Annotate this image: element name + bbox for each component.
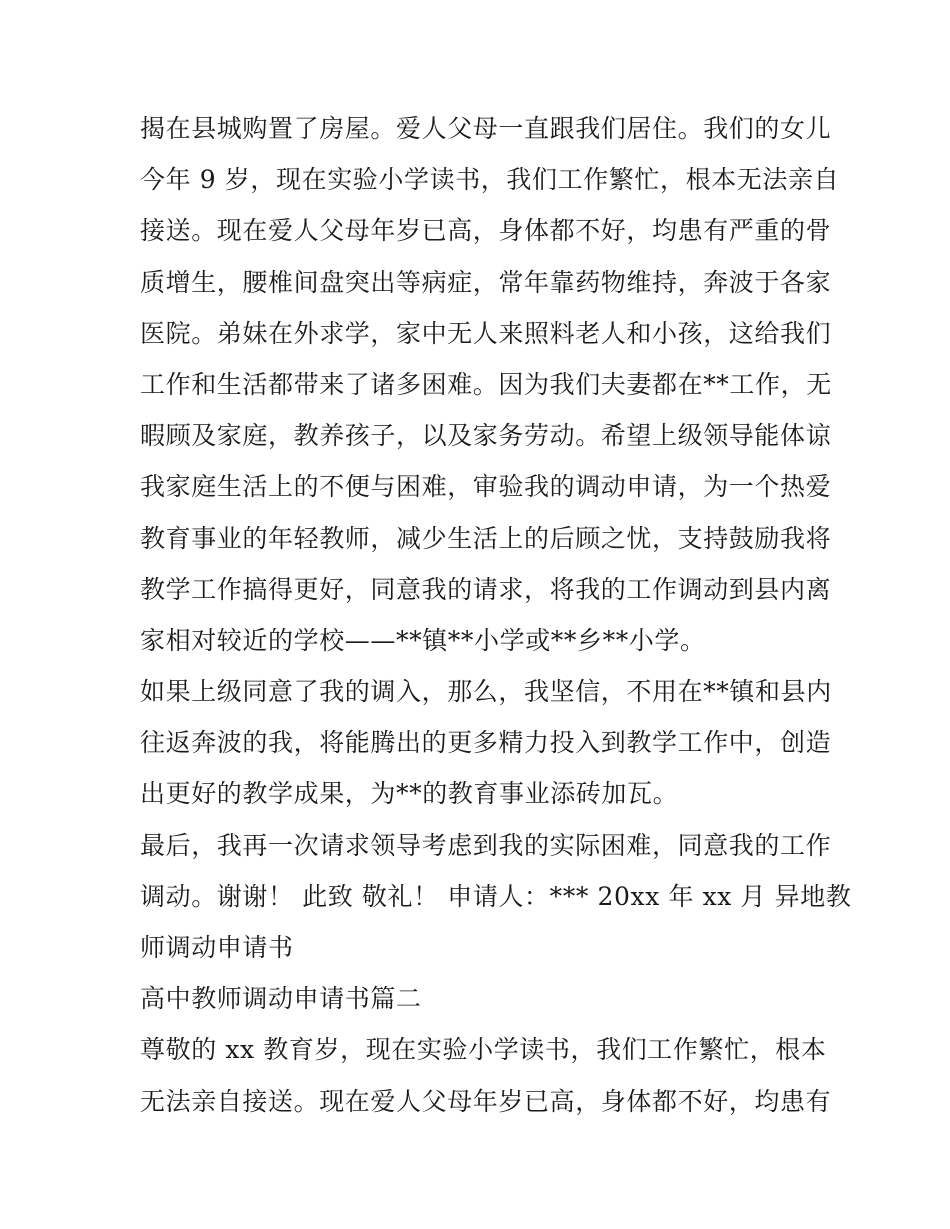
text-line: 暇顾及家庭，教养孩子，以及家务劳动。希望上级领导能体谅 (140, 421, 832, 451)
text-line: 教学工作搞得更好，同意我的请求，将我的工作调动到县内离 (140, 574, 832, 604)
text-line: 尊敬的 xx 教育岁，现在实验小学读书，我们工作繁忙，根本 (140, 1035, 827, 1065)
text-line: 教育事业的年轻教师，减少生活上的后顾之忧，支持鼓励我将 (140, 523, 832, 553)
section-heading: 高中教师调动申请书篇二 (140, 984, 422, 1014)
text-line: 师调动申请书 (140, 933, 294, 962)
text-line: 如果上级同意了我的调入，那么，我坚信，不用在**镇和县内 (140, 677, 832, 707)
text-line: 质增生，腰椎间盘突出等病症，常年靠药物维持，奔波于各家 (140, 267, 832, 297)
text-line: 今年 9 岁，现在实验小学读书，我们工作繁忙，根本无法亲自 (140, 165, 840, 195)
text-line: 最后，我再一次请求领导考虑到我的实际困难，同意我的工作 (140, 830, 832, 860)
text-line: 医院。弟妹在外求学，家中无人来照料老人和小孩，这给我们 (140, 318, 832, 348)
text-line: 出更好的教学成果，为**的教育事业添砖加瓦。 (140, 779, 679, 809)
text-line: 往返奔波的我，将能腾出的更多精力投入到教学工作中，创造 (140, 728, 832, 758)
text-line: 接送。现在爱人父母年岁已高，身体都不好，均患有严重的骨 (140, 216, 832, 246)
text-line: 调动。谢谢！ 此致 敬礼！ 申请人：*** 20xx 年 xx 月 异地教 (140, 881, 852, 911)
text-line: 揭在县城购置了房屋。爱人父母一直跟我们居住。我们的女儿 (140, 114, 832, 143)
document-body (140, 103, 852, 1127)
text-line: 工作和生活都带来了诸多困难。因为我们夫妻都在**工作，无 (140, 369, 832, 399)
text-line: 我家庭生活上的不便与困难，审验我的调动申请，为一个热爱 (140, 472, 832, 502)
text-line: 无法亲自接送。现在爱人父母年岁已高，身体都不好，均患有 (140, 1086, 832, 1116)
text-line: 家相对较近的学校——**镇**小学或**乡**小学。 (140, 625, 706, 655)
